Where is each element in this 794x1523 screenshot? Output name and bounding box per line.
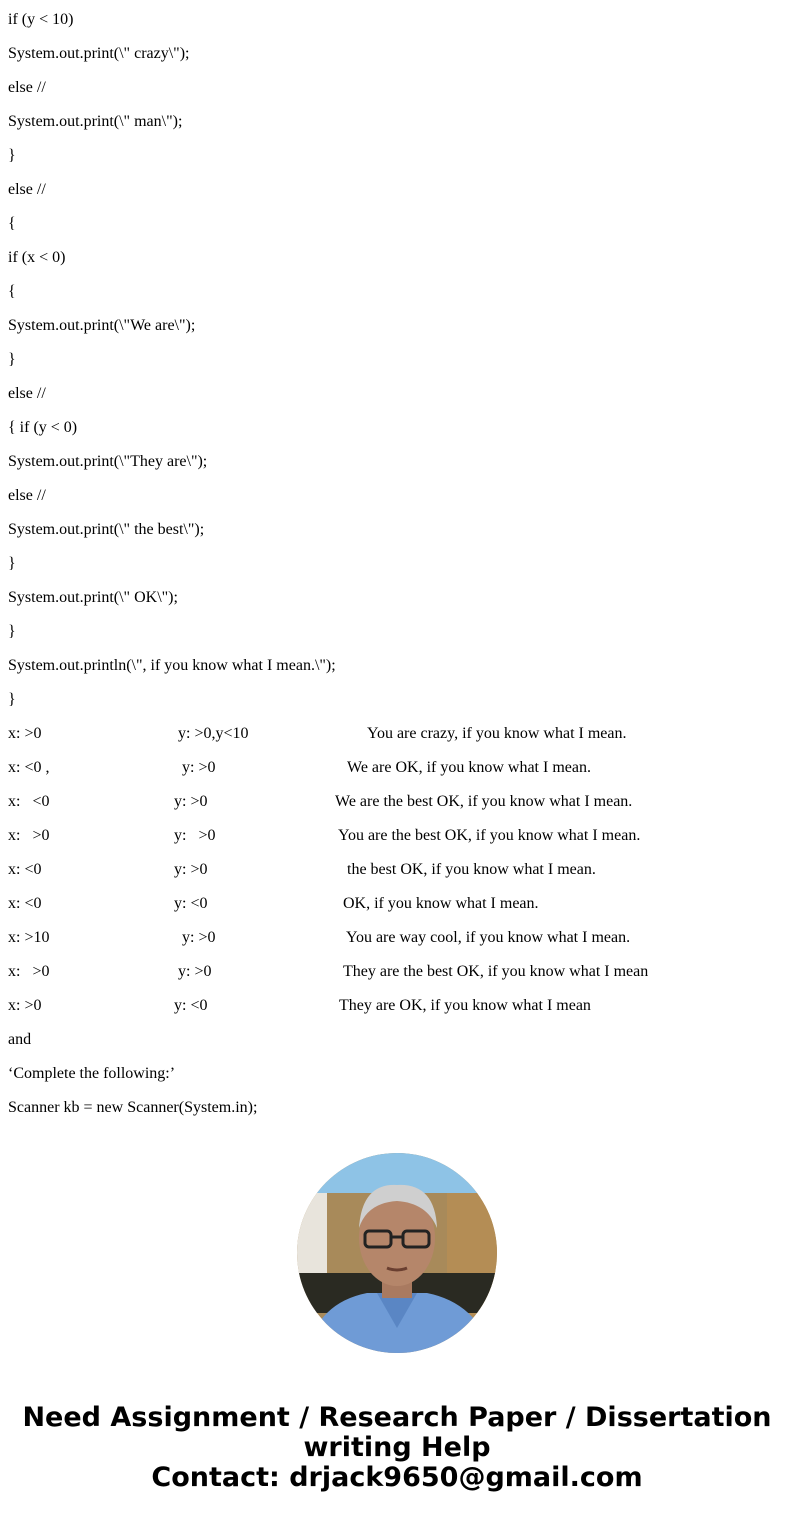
code-line: System.out.print(\" crazy\"); — [8, 45, 190, 62]
cell-y: y: >0 — [182, 759, 216, 776]
author-avatar — [297, 1153, 497, 1353]
cell-output: You are the best OK, if you know what I mean. — [338, 827, 641, 844]
cell-x: x: >0 — [8, 963, 50, 980]
code-line: System.out.print(\"They are\"); — [8, 453, 208, 470]
cell-y: y: >0 — [174, 827, 216, 844]
cell-x: x: >0 — [8, 725, 42, 742]
code-line: else // — [8, 181, 46, 198]
cell-x: x: <0 — [8, 861, 42, 878]
cell-y: y: >0 — [174, 861, 208, 878]
promo-line-1: Need Assignment / Research Paper / Dissertation — [22, 1402, 772, 1433]
cell-x: x: <0 , — [8, 759, 50, 776]
code-line: } — [8, 691, 16, 708]
cell-x: x: <0 — [8, 895, 42, 912]
cell-y: y: <0 — [174, 997, 208, 1014]
code-line: { — [8, 215, 16, 232]
cell-output: You are way cool, if you know what I mean. — [346, 929, 631, 946]
code-line: } — [8, 555, 16, 572]
cell-y: y: >0 — [174, 793, 208, 810]
text-line: and — [8, 1031, 32, 1048]
cell-x: x: >0 — [8, 997, 42, 1014]
cell-output: the best OK, if you know what I mean. — [347, 861, 596, 878]
code-line: System.out.print(\" OK\"); — [8, 589, 178, 606]
promo-line-2: writing Help — [303, 1432, 491, 1463]
cell-output: We are the best OK, if you know what I mean. — [335, 793, 633, 810]
text-line: Scanner kb = new Scanner(System.in); — [8, 1099, 258, 1116]
code-line: System.out.print(\"We are\"); — [8, 317, 196, 334]
cell-x: x: >0 — [8, 827, 50, 844]
promo-line-3: Contact: drjack9650@gmail.com — [151, 1462, 643, 1493]
cell-output: They are the best OK, if you know what I mean — [343, 963, 649, 980]
code-line: System.out.println(\", if you know what I mean.\"); — [8, 657, 336, 674]
code-line: } — [8, 147, 16, 164]
cell-output: They are OK, if you know what I mean — [339, 997, 591, 1014]
cell-x: x: <0 — [8, 793, 50, 810]
code-line: System.out.print(\" man\"); — [8, 113, 183, 130]
cell-output: You are crazy, if you know what I mean. — [367, 725, 627, 742]
code-line: if (x < 0) — [8, 249, 66, 266]
code-line: } — [8, 351, 16, 368]
code-line: if (y < 10) — [8, 11, 74, 28]
cell-y: y: >0 — [182, 929, 216, 946]
cell-y: y: >0 — [178, 963, 212, 980]
code-line: { — [8, 283, 16, 300]
code-line: { if (y < 0) — [8, 419, 78, 436]
cell-y: y: >0,y<10 — [178, 725, 249, 742]
code-line: else // — [8, 487, 46, 504]
code-line: } — [8, 623, 16, 640]
code-line: System.out.print(\" the best\"); — [8, 521, 205, 538]
promo-banner — [0, 1403, 794, 1493]
cell-output: OK, if you know what I mean. — [343, 895, 539, 912]
text-line: ‘Complete the following:’ — [8, 1065, 176, 1082]
code-line: else // — [8, 385, 46, 402]
cell-x: x: >10 — [8, 929, 50, 946]
cell-output: We are OK, if you know what I mean. — [347, 759, 591, 776]
code-line: else // — [8, 79, 46, 96]
cell-y: y: <0 — [174, 895, 208, 912]
